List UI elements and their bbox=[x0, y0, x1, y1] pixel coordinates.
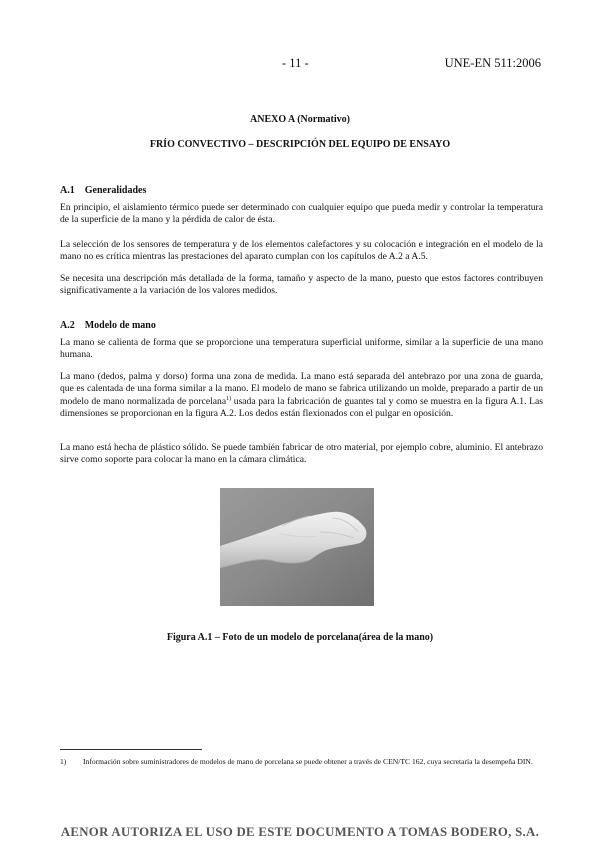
paragraph-text: La selección de los sensores de temperatura y de los elementos calefactores y su colocación e integración en el modelo de la mano no es crítica mientras las prestaciones del aparato cumplan con los capítulos de A.2 a A.5. bbox=[60, 239, 543, 263]
license-watermark: AENOR AUTORIZA EL USO DE ESTE DOCUMENTO A TOMAS BODERO, S.A. bbox=[60, 825, 540, 839]
paragraph-text: Se necesita una descripción más detallada de la forma, tamaño y aspecto de la mano, puesto que estos factores contribuyen significativamente a la variación de los valores medidos. bbox=[60, 273, 543, 297]
paragraph-a1-2 bbox=[60, 239, 543, 264]
paragraph-a1-1 bbox=[60, 202, 543, 227]
footnote bbox=[60, 757, 543, 767]
footnote-divider bbox=[60, 749, 202, 750]
paragraph-text: En principio, el aislamiento térmico puede ser determinado con cualquier equipo que pueda medir y controlar la temperatura de la superficie de la mano y la pérdida de calor de ésta. bbox=[60, 202, 543, 226]
paragraph-text: La mano está hecha de plástico sólido. Se puede también fabricar de otro material, por ejemplo cobre, aluminio. El antebrazo sirve como soporte para colocar la mano en la cámara climática. bbox=[60, 442, 543, 466]
porcelain-hand-photo bbox=[220, 488, 374, 606]
paragraph-a2-1 bbox=[60, 337, 543, 362]
paragraph-a1-3 bbox=[60, 273, 543, 298]
page-number: - 11 - bbox=[282, 56, 309, 70]
paragraph-text bbox=[60, 371, 543, 421]
figure-caption: Figura A.1 – Foto de un modelo de porcelana(área de la mano) bbox=[166, 632, 434, 643]
section-heading-a1: A.1 Generalidades bbox=[60, 185, 147, 196]
annex-subtitle: FRÍO CONVECTIVO – DESCRIPCIÓN DEL EQUIPO DE ENSAYO bbox=[149, 139, 451, 150]
paragraph-text-part1: La mano (dedos, palma y dorso) forma una zona de medida. La mano está separada del antebrazo por una zona de guarda, que es calentada de una forma similar a la mano. El modelo de mano se fabrica utilizando un molde, preparado a partir de un modelo de mano normalizada de porcelana bbox=[60, 371, 543, 407]
paragraph-a2-3 bbox=[60, 442, 543, 467]
paragraph-text-part2: usada para la fabricación de guantes tal y como se muestra en la figura A.1. Las dimensiones se proporcionan en la figura A.2. Los dedos están flexionados con el pulgar en oposición. bbox=[60, 395, 543, 420]
paragraph-text: La mano se calienta de forma que se proporcione una temperatura superficial uniforme, similar a la superficie de una mano humana. bbox=[60, 337, 543, 361]
paragraph-a2-2 bbox=[60, 371, 543, 421]
section-heading-a2: A.2 Modelo de mano bbox=[60, 320, 156, 331]
footnote-reference[interactable]: 1) bbox=[226, 395, 232, 402]
footnote-text: Información sobre suministradores de modelos de mano de porcelana se puede obtener a través de CEN/TC 162, cuya secretaría la desempeña DIN. bbox=[83, 757, 533, 766]
standard-code: UNE-EN 511:2006 bbox=[444, 56, 541, 70]
annex-title: ANEXO A (Normativo) bbox=[250, 114, 350, 125]
footnote-number: 1) bbox=[60, 757, 67, 766]
